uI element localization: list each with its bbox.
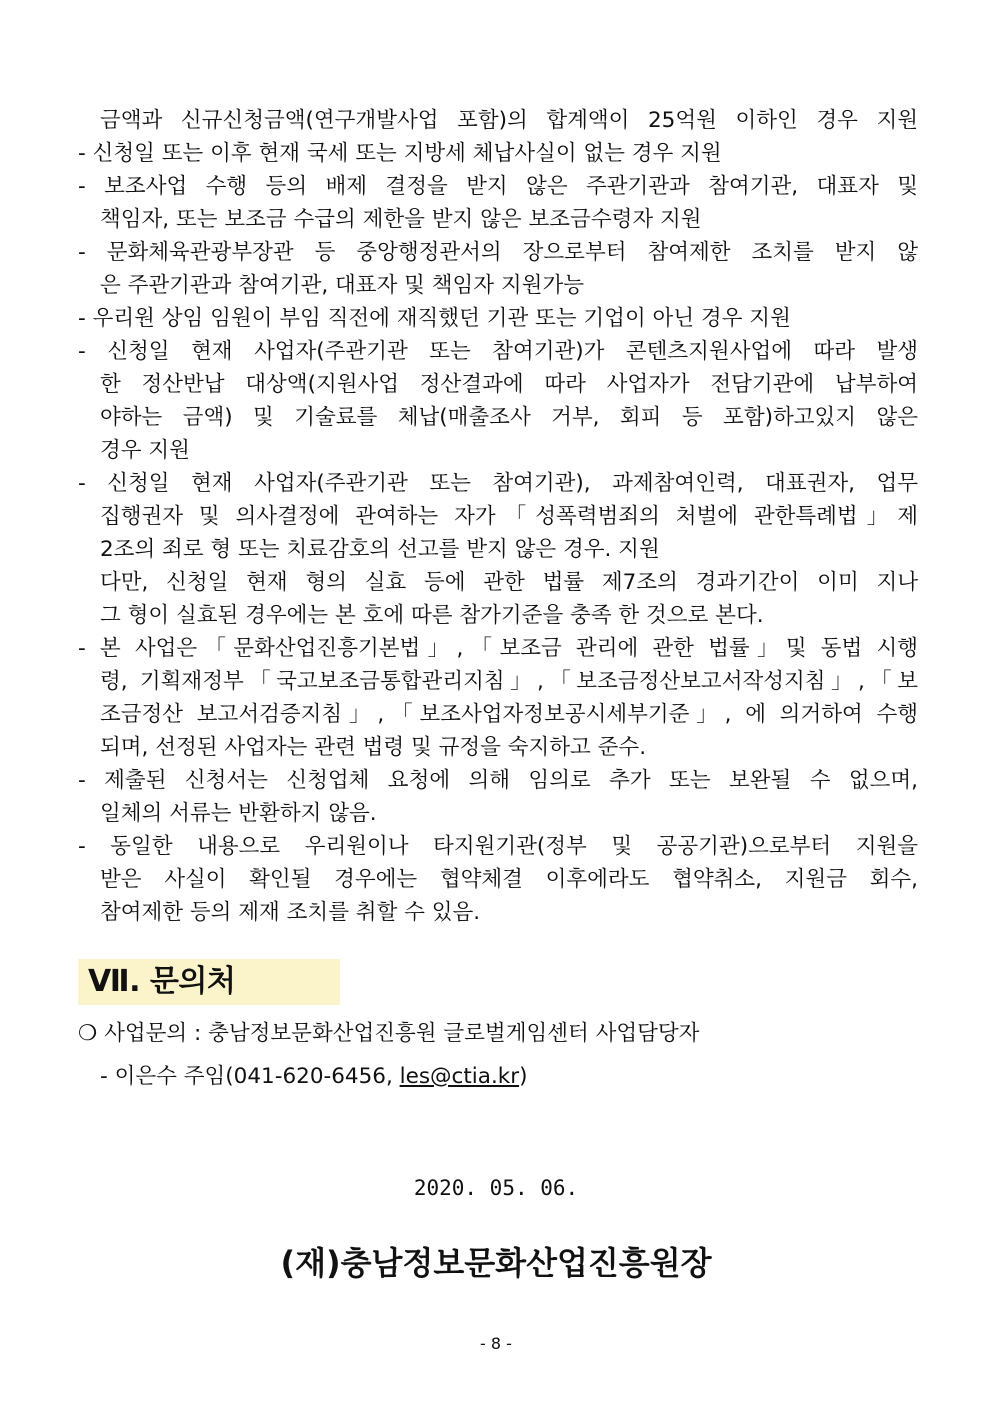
body-line: 그 형이 실효된 경우에는 본 호에 따른 참가기준을 충족 한 것으로 본다. (100, 603, 764, 628)
body-line: - 문화체육관광부장관 등 중앙행정관서의 장으로부터 참여제한 조치를 받지 않 (78, 240, 918, 265)
body-line: 되며, 선정된 사업자는 관련 법령 및 규정을 숙지하고 준수. (100, 735, 647, 760)
contact-info: ❍ 사업문의 : 충남정보문화산업진흥원 글로벌게임센터 사업담당자 (78, 1021, 700, 1046)
page-number: - 8 - (480, 1334, 512, 1353)
body-line: - 우리원 상임 임원이 부임 직전에 재직했던 기관 또는 기업이 아닌 경우 지원 (78, 306, 791, 331)
body-line: - 보조사업 수행 등의 배제 결정을 받지 않은 주관기관과 참여기관, 대표자 및 (78, 174, 918, 199)
body-line: 금액과 신규신청금액(연구개발사업 포함)의 합계액이 25억원 이하인 경우 지원 (100, 108, 918, 133)
body-line: 책임자, 또는 보조금 수급의 제한을 받지 않은 보조금수령자 지원 (100, 207, 702, 232)
contact-person (100, 1060, 527, 1093)
body-line: 참여제한 등의 제재 조치를 취할 수 있음. (100, 900, 481, 925)
body-line: 조금정산 보고서검증지침」,「보조사업자정보공시세부기준」, 에 의거하여 수행 (100, 702, 918, 727)
body-line: - 신청일 현재 사업자(주관기관 또는 참여기관)가 콘텐츠지원사업에 따라 발생 (78, 339, 918, 364)
organization-signature: (재)충남정보문화산업진흥원장 (280, 1244, 712, 1282)
contact-person-suffix: ) (519, 1064, 528, 1089)
body-line: 집행권자 및 의사결정에 관여하는 자가「성폭력범죄의 처벌에 관한특례법」제 (100, 504, 918, 529)
body-line: - 제출된 신청서는 신청업체 요청에 의해 임의로 추가 또는 보완될 수 없으며, (78, 768, 918, 793)
body-line: - 신청일 현재 사업자(주관기관 또는 참여기관), 과제참여인력, 대표권자, 업무 (78, 471, 918, 496)
eligibility-requirements (78, 104, 918, 929)
body-line: 일체의 서류는 반환하지 않음. (100, 801, 377, 826)
document-date: 2020. 05. 06. (413, 1176, 579, 1200)
body-line: 은 주관기관과 참여기관, 대표자 및 책임자 지원가능 (100, 273, 584, 298)
body-line: 야하는 금액) 및 기술료를 체납(매출조사 거부, 회피 등 포함)하고있지 않은 (100, 405, 918, 430)
body-line: - 신청일 또는 이후 현재 국세 또는 지방세 체납사실이 없는 경우 지원 (78, 141, 722, 166)
email-link[interactable]: les@ctia.kr (399, 1064, 520, 1089)
body-line: 경우 지원 (100, 438, 190, 463)
section-title: Ⅶ. 문의처 (88, 964, 236, 999)
section-heading (78, 959, 340, 1005)
body-line: 2조의 죄로 형 또는 치료감호의 선고를 받지 않은 경우. 지원 (100, 537, 660, 562)
body-line: 한 정산반납 대상액(지원사업 정산결과에 따라 사업자가 전담기관에 납부하여 (100, 372, 918, 397)
body-line: 다만, 신청일 현재 형의 실효 등에 관한 법률 제7조의 경과기간이 이미 지나 (100, 570, 918, 595)
contact-person-text: - 이은수 주임(041-620-6456, (100, 1064, 400, 1089)
body-line: 받은 사실이 확인될 경우에는 협약체결 이후에라도 협약취소, 지원금 회수, (100, 867, 918, 892)
body-line: - 본 사업은「문화산업진흥기본법」,「보조금 관리에 관한 법률」및 동법 시행 (78, 636, 918, 661)
body-line: 령, 기획재정부「국고보조금통합관리지침」,「보조금정산보고서작성지침」,「보 (100, 669, 918, 694)
body-line: - 동일한 내용으로 우리원이나 타지원기관(정부 및 공공기관)으로부터 지원을 (78, 834, 918, 859)
